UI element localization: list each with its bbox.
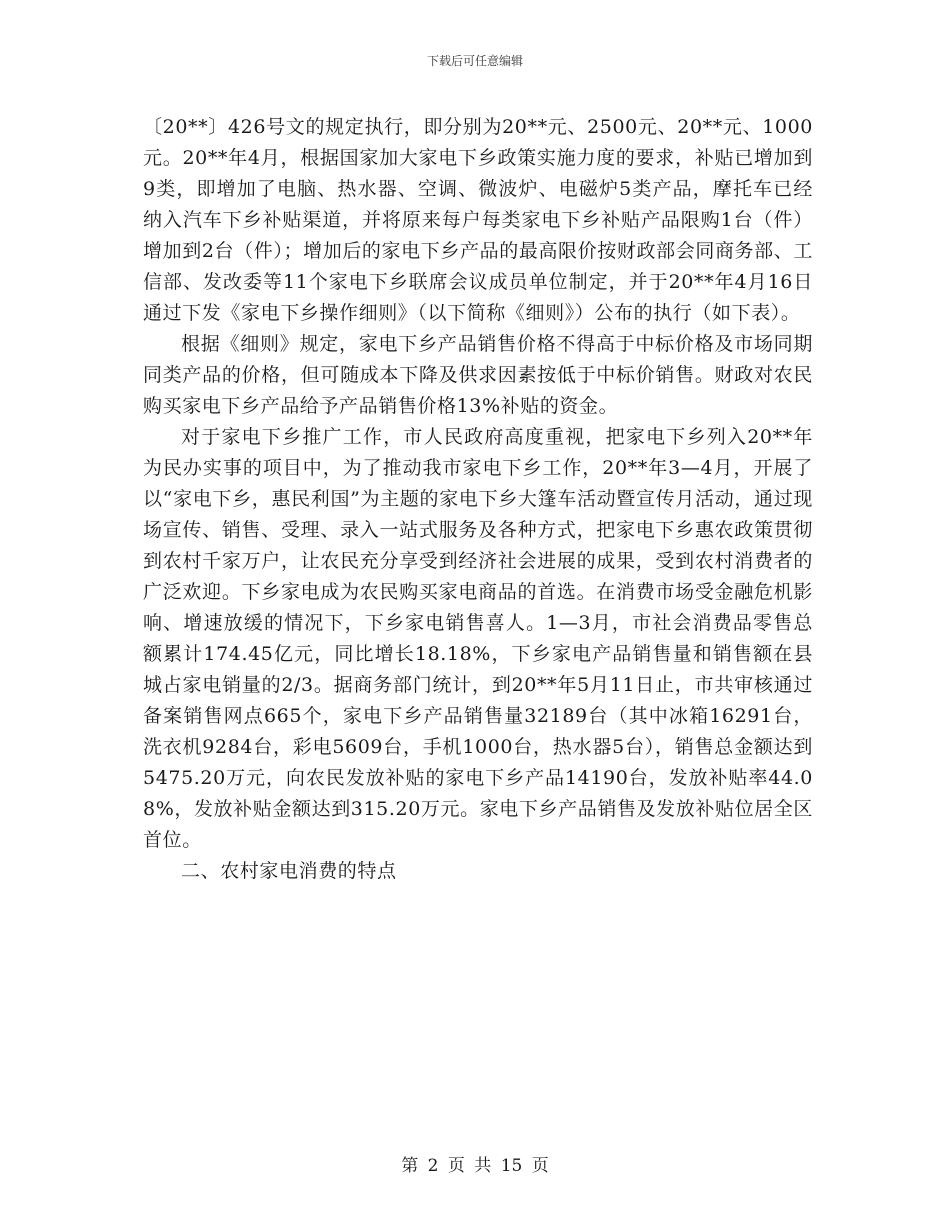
- document-body: [143, 112, 813, 887]
- paragraph-continuation: 〔20**〕426号文的规定执行，即分别为20**元、2500元、20**元、1000元。20**年4月，根据国家加大家电下乡政策实施力度的要求，补贴已增加到9类，即增加了电脑、热水器、空调、微波炉、电磁炉5类产品，摩托车已经纳入汽车下乡补贴渠道，并将原来每户每类家电下乡补贴产品限购1台（件）增加到2台（件）；增加后的家电下乡产品的最高限价按财政部会同商务部、工信部、发改委等11个家电下乡联席会议成员单位制定，并于20**年4月16日通过下发《家电下乡操作细则》（以下简称《细则》）公布的执行（如下表）。: [143, 116, 813, 324]
- paragraph-regulation: 根据《细则》规定，家电下乡产品销售价格不得高于中标价格及市场同期同类产品的价格，但可随成本下降及供求因素按低于中标价销售。财政对农民购买家电下乡产品给予产品销售价格13%补贴的资金。: [143, 333, 813, 417]
- paragraph-promotion: 对于家电下乡推广工作，市人民政府高度重视，把家电下乡列入20**年为民办实事的项目中，为了推动我市家电下乡工作，20**年3—4月，开展了以“家电下乡，惠民利国”为主题的家电下乡大篷车活动暨宣传月活动，通过现场宣传、销售、受理、录入一站式服务及各种方式，把家电下乡惠农政策贯彻到农村千家万户，让农民充分享受到经济社会进展的成果，受到农村消费者的广泛欢迎。下乡家电成为农民购买家电商品的首选。在消费市场受金融危机影响、增速放缓的情况下，下乡家电销售喜人。1—3月，市社会消费品零售总额累计174.45亿元，同比增长18.18%，下乡家电产品销售量和销售额在县城占家电销量的2/3。据商务部门统计，到20**年5月11日止，市共审核通过备案销售网点665个，家电下乡产品销售量32189台（其中冰箱16291台，洗衣机9284台，彩电5609台，手机1000台，热水器5台），销售总金额达到5475.20万元，向农民发放补贴的家电下乡产品14190台，发放补贴率44.08%，发放补贴金额达到315.20万元。家电下乡产品销售及发放补贴位居全区首位。: [143, 426, 813, 851]
- section-heading: 二、农村家电消费的特点: [181, 860, 397, 882]
- page-header-note: 下载后可任意编辑: [426, 54, 523, 68]
- page-number-footer: 第 2 页 共 15 页: [401, 1156, 549, 1176]
